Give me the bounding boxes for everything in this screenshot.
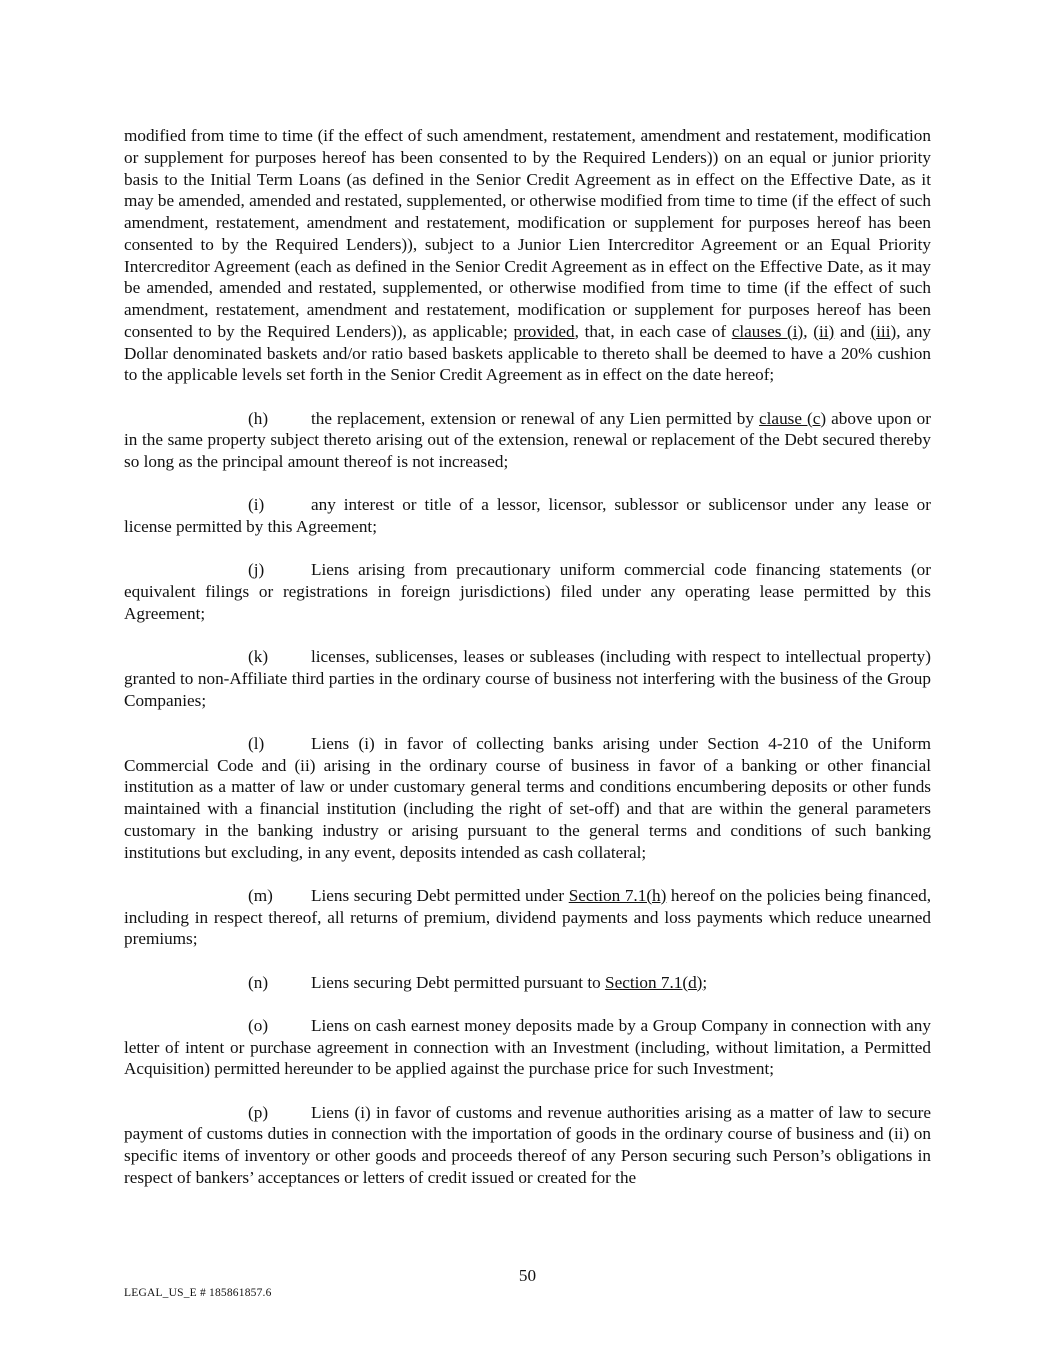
clause-text: Liens (i) in favor of customs and revenue authorities arising as a matter of law to secure payment of customs duties in connection with the importation of goods in the ordinary course of business and (ii) on specific items of inventory or other goods and proceeds thereof of any Person securing such Person’s obligations in respect of bankers’ acceptances or letters of credit issued or created for the: [124, 1102, 931, 1187]
paragraph-text: ,: [803, 321, 814, 341]
clause-label: (h): [248, 408, 269, 428]
clause-i-reference: clauses (i): [731, 321, 804, 341]
provided-term: provided: [513, 321, 575, 341]
clause-text: Liens securing Debt permitted under: [311, 885, 569, 905]
clause-text: any interest or title of a lessor, licensor, sublessor or sublicensor under any lease or license permitted by this Agreement;: [124, 495, 931, 536]
clause-text: Liens (i) in favor of collecting banks arising under Section 4-210 of the Uniform Commercial Code and (ii) arising in the ordinary course of business in favor of a banking or other financial institution as a matter of law or under customary general terms and conditions encumbering deposits or other funds maintained with a financial institution (including the right of set-off) and that are within the general parameters customary in the banking industry or arising pursuant to the general terms and conditions of such banking institutions but excluding, in any event, deposits intended as cash collateral;: [124, 733, 931, 862]
clause-label: (j): [248, 560, 265, 580]
paragraph-text: , that, in each case of: [574, 321, 732, 341]
clause-k: [124, 646, 931, 711]
clause-h: [124, 408, 931, 473]
clause-label: (o): [248, 1015, 269, 1035]
clause-text: Liens securing Debt permitted pursuant to: [311, 972, 606, 992]
clause-text: the replacement, extension or renewal of any Lien permitted by: [311, 408, 760, 428]
clause-iii-reference: (iii): [870, 321, 897, 341]
clause-label: (k): [248, 647, 269, 666]
clause-text: Liens arising from precautionary uniform commercial code financing statements (or equivalent filings or registrations in foreign jurisdictions) filed under any operating lease permitted by this Agreement;: [124, 560, 931, 623]
clause-p: [124, 1102, 931, 1189]
clause-m: [124, 885, 931, 950]
paragraph-text: and: [834, 321, 871, 341]
paragraph-continuation: [124, 125, 931, 386]
clause-text: ;: [702, 972, 708, 992]
clause-ii-reference: (ii): [813, 321, 835, 341]
page-number: 50: [518, 1266, 537, 1285]
clause-label: (l): [248, 733, 265, 753]
clause-l: [124, 733, 931, 864]
paragraph-text: , any Dollar denominated baskets and/or ratio based baskets applicable to thereto shall be deemed to have a 20% cushion to the applicable levels set forth in the Senior Credit Agreement as in effect on the date hereof;: [124, 321, 932, 385]
clause-text: Liens on cash earnest money deposits made by a Group Company in connection with any letter of intent or purchase agreement in connection with an Investment (including, without limitation, a Permitted Acquisition) permitted hereunder to be applied against the purchase price for such Investment;: [124, 1015, 931, 1079]
clause-o: [124, 1015, 931, 1080]
clause-text: above upon or in the same property subject thereto arising out of the extension, renewal or replacement of the Debt secured thereby so long as the principal amount thereof is not increased;: [124, 408, 931, 471]
document-body: [124, 125, 931, 1189]
clause-label: (m): [248, 885, 273, 905]
clause-label: (n): [248, 972, 269, 992]
clause-label: (p): [248, 1102, 269, 1122]
section-7-1-h-reference: Section 7.1(h): [568, 885, 667, 905]
clause-label: (i): [248, 495, 265, 515]
document-id: LEGAL_US_E # 185861857.6: [124, 1287, 272, 1299]
section-7-1-d-reference: Section 7.1(d): [605, 972, 703, 992]
clause-text: hereof on the policies being financed, including in respect thereof, all returns of premium, dividend payments and loss payments which reduce unearned premiums;: [124, 885, 931, 949]
clause-i: [124, 494, 931, 538]
clause-text: licenses, sublicenses, leases or subleases (including with respect to intellectual property) granted to non-Affiliate third parties in the ordinary course of business not interfering with the business of the Group Companies;: [124, 647, 931, 710]
paragraph-text: modified from time to time (if the effect of such amendment, restatement, amendment and restatement, modification or supplement for purposes hereof has been consented to by the Required Lenders)) on an equal or junior priority basis to the Initial Term Loans (as defined in the Senior Credit Agreement as in effect on the Effective Date, as it may be amended, amended and restated, supplemented, or otherwise modified from time to time (if the effect of such amendment, restatement, amendment and restatement, modification or supplement for purposes hereof has been consented to by the Required Lenders)), subject to a Junior Lien Intercreditor Agreement or an Equal Priority Intercreditor Agreement (each as defined in the Senior Credit Agreement as in effect on the Effective Date, as it may be amended, amended and restated, supplemented, or otherwise modified from time to time (if the effect of such amendment, restatement, amendment and restatement, modification or supplement for purposes hereof has been consented to by the Required Lenders)), as applicable;: [124, 126, 931, 341]
clause-j: [124, 559, 931, 624]
clause-n: [124, 972, 931, 994]
clause-c-reference: clause (c): [759, 408, 827, 428]
